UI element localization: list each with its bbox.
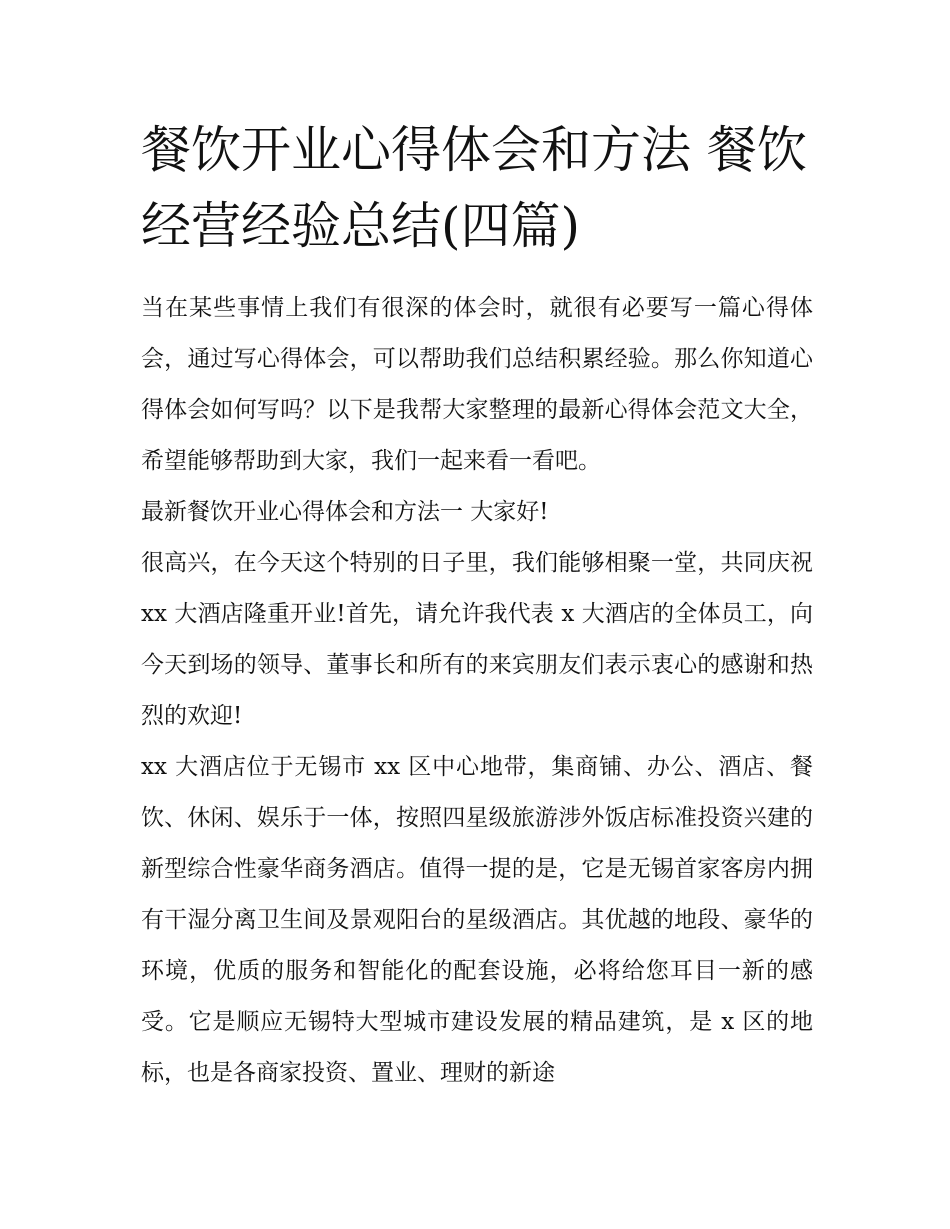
greeting-paragraph: 很高兴，在今天这个特别的日子里，我们能够相聚一堂，共同庆祝 xx 大酒店隆重开业!首先，请允许我代表 x 大酒店的全体员工，向今天到场的领导、董事长和所有的来宾朋友们表示衷心的感谢和热烈的欢迎! bbox=[141, 550, 813, 729]
section-heading-paragraph: 最新餐饮开业心得体会和方法一 大家好! bbox=[141, 499, 549, 525]
document-page bbox=[141, 112, 813, 1099]
intro-paragraph: 当在某些事情上我们有很深的体会时，就很有必要写一篇心得体会，通过写心得体会，可以帮助我们总结积累经验。那么你知道心得体会如何写吗？以下是我帮大家整理的最新心得体会范文大全，希望能够帮助到大家，我们一起来看一看吧。 bbox=[141, 295, 813, 474]
hotel-description-paragraph: xx 大酒店位于无锡市 xx 区中心地带，集商铺、办公、酒店、餐饮、休闲、娱乐于一体，按照四星级旅游涉外饭店标准投资兴建的新型综合性豪华商务酒店。值得一提的是，它是无锡首家客房内拥有干湿分离卫生间及景观阳台的星级酒店。其优越的地段、豪华的环境，优质的服务和智能化的配套设施，必将给您耳目一新的感受。它是顺应无锡特大型城市建设发展的精品建筑，是 x 区的地标，也是各商家投资、置业、理财的新途 bbox=[141, 754, 813, 1086]
document-title: 餐饮开业心得体会和方法 餐饮经营经验总结(四篇) bbox=[141, 121, 807, 255]
